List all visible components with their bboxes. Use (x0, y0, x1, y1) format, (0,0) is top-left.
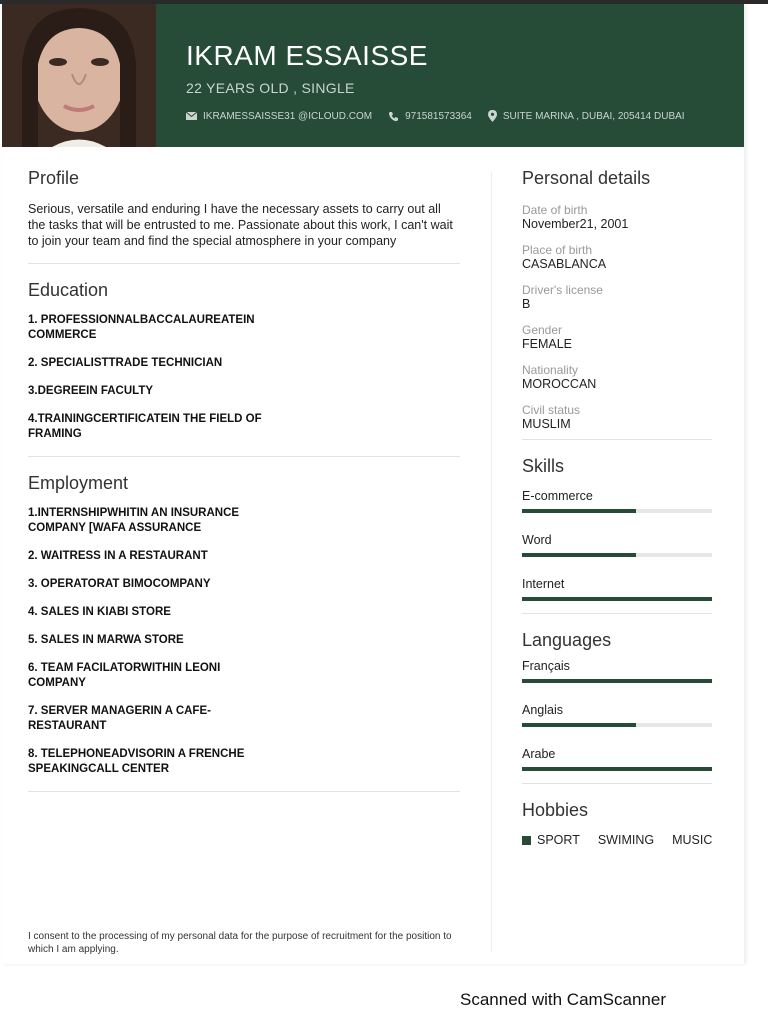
map-pin-icon (488, 110, 497, 122)
section-divider (522, 439, 712, 440)
contact-address (488, 110, 685, 122)
detail-value: B (522, 297, 531, 311)
detail-value: CASABLANCA (522, 257, 607, 271)
section-divider (522, 783, 712, 784)
applicant-age-status: 22 YEARS OLD , SINGLE (186, 80, 355, 96)
profile-photo (2, 4, 156, 147)
language-bar (522, 723, 712, 727)
right-column (522, 168, 712, 847)
column-divider (491, 172, 492, 952)
address-text: SUITE MARINA , DUBAI, 205414 DUBAI (502, 110, 685, 122)
detail-label: Nationality (522, 363, 579, 377)
detail-value: MOROCCAN (522, 377, 597, 391)
consent-statement: I consent to the processing of my personal data for the purpose of recruitment for the position to which I am applying. (28, 931, 452, 955)
employment-item: 7. SERVER MANAGERIN A CAFE-RESTAURANT (28, 705, 211, 732)
skill-name: E-commerce (522, 489, 593, 503)
section-divider (28, 263, 460, 264)
bullet-square-icon (522, 836, 531, 845)
skill-bar-fill (522, 553, 636, 557)
language-bar-fill (522, 723, 636, 727)
section-divider (522, 613, 712, 614)
profile-heading: Profile (28, 168, 80, 188)
detail-label: Driver's license (522, 283, 603, 297)
hobby-item (672, 833, 712, 847)
contact-phone[interactable] (388, 111, 472, 122)
hobby-item (522, 833, 580, 847)
employment-item: 5. SALES IN MARWA STORE (28, 634, 184, 646)
skill-bar (522, 597, 712, 601)
personal-details-heading: Personal details (522, 168, 651, 188)
languages-heading: Languages (522, 630, 612, 650)
envelope-icon (186, 112, 197, 120)
contact-row (186, 110, 685, 122)
language-bar (522, 767, 712, 771)
contact-email[interactable] (186, 111, 372, 122)
hobby-label: SWIMING (597, 833, 655, 847)
applicant-name: IKRAM ESSAISSE (186, 40, 428, 71)
language-bar (522, 679, 712, 683)
skill-name: Word (522, 533, 552, 547)
skills-heading: Skills (522, 456, 565, 476)
skill-name: Internet (522, 577, 565, 591)
left-column (28, 168, 460, 808)
skill-bar (522, 553, 712, 557)
detail-value: FEMALE (522, 337, 573, 351)
detail-value: MUSLIM (522, 417, 571, 431)
employment-item: 6. TEAM FACILATORWITHIN LEONI COMPANY (28, 662, 221, 689)
detail-label: Civil status (522, 403, 581, 417)
hobby-label: SPORT (537, 833, 580, 847)
employment-item: 2. WAITRESS IN A RESTAURANT (28, 550, 208, 562)
language-name: Anglais (522, 703, 563, 717)
resume-header (2, 4, 744, 147)
skill-bar (522, 509, 712, 513)
phone-text: 971581573364 (405, 110, 472, 122)
camscanner-watermark: Scanned with CamScanner (460, 990, 667, 1009)
education-item: 1. PROFESSIONNALBACCALAUREATEIN COMMERCE (28, 314, 255, 341)
profile-text: Serious, versatile and enduring I have the necessary assets to carry out all the tasks that will be entrusted to me. Passionate about this work, I can't wait to join your team and find the special atmosphere in your company (28, 202, 453, 248)
language-bar-fill (522, 679, 712, 683)
email-text: IKRAMESSAISSE31 @ICLOUD.COM (203, 110, 373, 122)
hobbies-heading: Hobbies (522, 800, 589, 820)
employment-item: 8. TELEPHONEADVISORIN A FRENCHE SPEAKINGCALL CENTER (28, 748, 245, 775)
skill-bar-fill (522, 509, 636, 513)
section-divider (28, 456, 460, 457)
skill-bar-fill (522, 597, 712, 601)
employment-item: 1.INTERNSHIPWHITIN AN INSURANCE COMPANY [WAFA ASSURANCE (28, 507, 240, 534)
detail-label: Gender (522, 323, 563, 337)
hobbies-list (522, 833, 712, 847)
language-bar-fill (522, 767, 712, 771)
education-heading: Education (28, 280, 109, 300)
employment-item: 3. OPERATORAT BIMOCOMPANY (28, 578, 211, 590)
education-item: 2. SPECIALISTTRADE TECHNICIAN (28, 357, 223, 369)
section-divider (28, 791, 460, 792)
detail-label: Date of birth (522, 203, 588, 217)
education-item: 3.DEGREEIN FACULTY (28, 385, 154, 397)
employment-heading: Employment (28, 473, 129, 493)
hobby-item (598, 833, 654, 847)
language-name: Arabe (522, 747, 556, 761)
detail-label: Place of birth (522, 243, 593, 257)
employment-item: 4. SALES IN KIABI STORE (28, 606, 171, 618)
phone-icon (388, 111, 399, 122)
language-name: Français (522, 659, 570, 673)
education-item: 4.TRAININGCERTIFICATEIN THE FIELD OF FRAMING (28, 413, 262, 440)
detail-value: November21, 2001 (522, 217, 629, 231)
hobby-label: MUSIC (672, 833, 713, 847)
